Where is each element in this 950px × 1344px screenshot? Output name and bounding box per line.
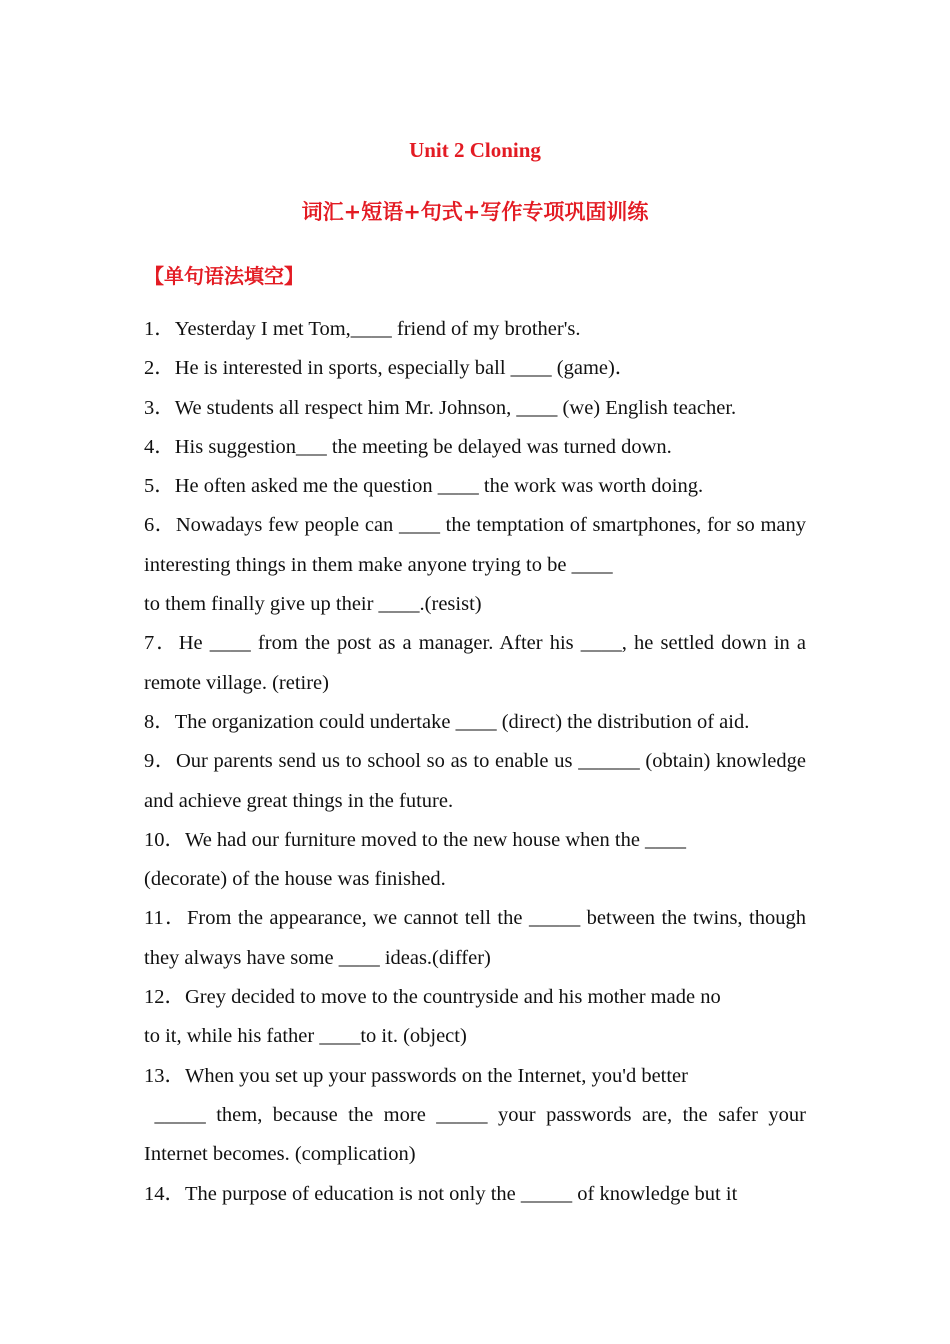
question-item: 7．He ____ from the post as a manager. After his ____, he settled down in a remote village. (retire) bbox=[144, 632, 812, 694]
question-item: 5．He often asked me the question ____ the work was worth doing. bbox=[144, 475, 704, 498]
question-item: 13．When you set up your passwords on the Internet, you'd better _____ them, because the more _____ your passwords are, the safer your Internet becomes. (complication) bbox=[144, 1064, 806, 1166]
question-item: 12．Grey decided to move to the countryside and his mother made no to it, while his father ____to it. (object) bbox=[144, 986, 721, 1048]
question-item: 8．The organization could undertake ____ (direct) the distribution of aid. bbox=[144, 710, 750, 733]
question-item: 4．His suggestion___ the meeting be delayed was turned down. bbox=[144, 435, 672, 458]
question-item: 3．We students all respect him Mr. Johnson, ____ (we) English teacher. bbox=[144, 396, 737, 419]
question-item: 2．He is interested in sports, especially ball ____ (game)． bbox=[144, 357, 636, 380]
question-item: 1．Yesterday I met Tom,____ friend of my brother's. bbox=[144, 318, 581, 340]
document-title: Unit 2 Cloning bbox=[409, 138, 541, 162]
question-item: 10．We had our furniture moved to the new house when the ____ (decorate) of the house was finished. bbox=[144, 828, 687, 891]
document-subtitle: 词汇+短语+句式+写作专项巩固训练 bbox=[301, 199, 649, 224]
question-item: 9．Our parents send us to school so as to enable us ______ (obtain) knowledge and achieve great things in the future. bbox=[144, 750, 812, 812]
question-item: 6．Nowadays few people can ____ the temptation of smartphones, for so many interesting things in them make anyone trying to be ____ to them finally give up their ____.(resist) bbox=[144, 514, 806, 616]
question-list bbox=[144, 310, 812, 1214]
question-item: 14．The purpose of education is not only the _____ of knowledge but it bbox=[144, 1182, 738, 1205]
section-heading: 【单句语法填空】 bbox=[144, 264, 304, 288]
question-item: 11．From the appearance, we cannot tell the _____ between the twins, though they always have some ____ ideas.(differ) bbox=[144, 907, 812, 969]
